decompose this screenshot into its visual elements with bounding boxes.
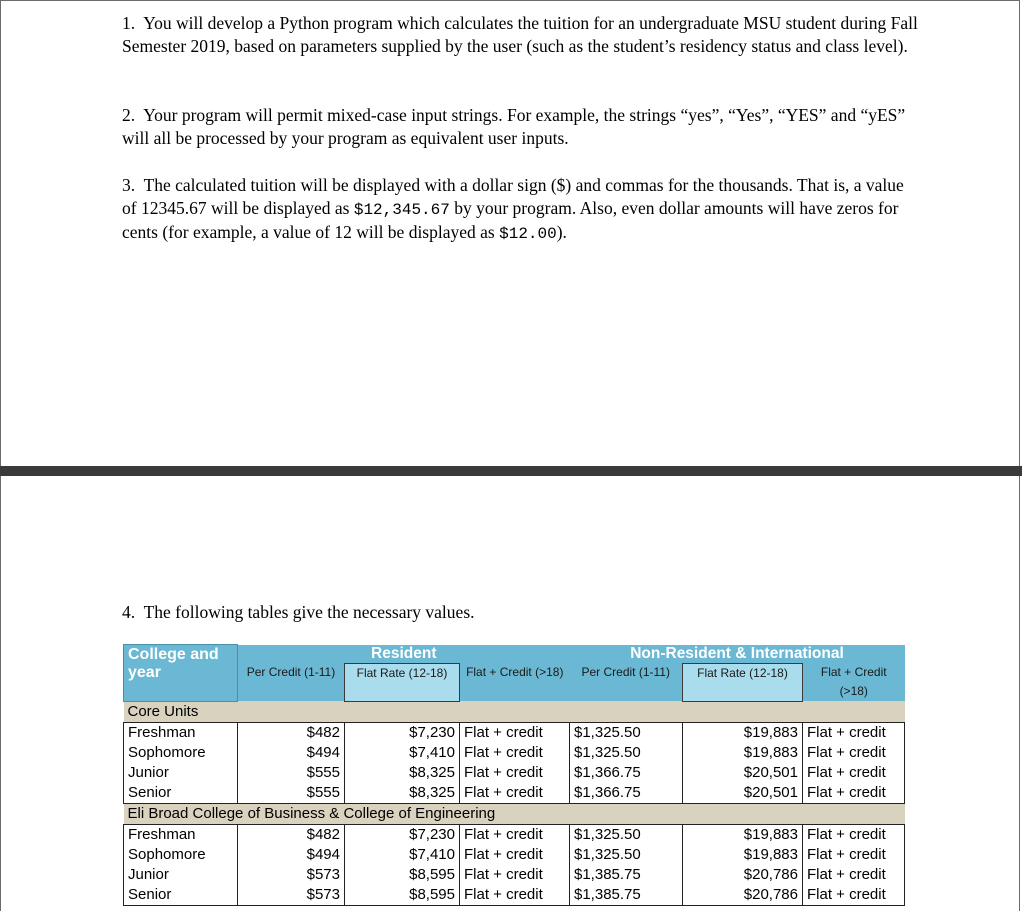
table-row [124,845,905,865]
table-subheader-row [124,663,905,701]
nr-flat-credit-cell: Flat + credit [803,722,905,743]
res-per-credit-cell: $482 [238,722,345,743]
nr-flat-cell: $19,883 [683,824,803,845]
table-header-row [124,645,905,664]
res-per-credit-cell: $555 [306,764,340,781]
document-page-2 [0,476,1020,911]
item-3-number: 3. [122,175,136,195]
nr-per-credit-cell: $1,366.75 [574,764,641,781]
res-flat-cell: $7,230 [345,824,460,845]
nr-flat-credit-cell: Flat + credit [803,885,905,906]
res-per-credit-cell: $555 [238,783,345,804]
tuition-table [123,644,905,906]
year-cell: Freshman [124,722,238,743]
nr-flat-cell: $20,786 [683,885,803,906]
res-flat-credit-cell: Flat + credit [460,885,570,906]
item-1-text: You will develop a Python program which calculates the tuition for an undergraduate MSU student during Fall Semester 2019, based on parameters supplied by the user (such as the student’s residency status and class level). [122,13,918,56]
res-flat-cell: $8,325 [345,783,460,804]
item-1-paragraph [122,12,922,57]
nr-flat-cell: $20,786 [683,865,803,885]
subheader-res-per-credit: Per Credit (1-11) [238,663,345,701]
section-title: Eli Broad College of Business & College of Engineering [124,803,905,824]
nr-flat-credit-cell: Flat + credit [803,783,905,804]
year-cell: Senior [124,783,238,804]
year-cell: Freshman [124,824,238,845]
year-cell: Junior [124,865,238,885]
res-flat-credit-cell: Flat + credit [460,865,570,885]
res-per-credit-cell: $494 [306,744,340,761]
nr-per-credit-cell: $1,325.50 [570,824,683,845]
subheader-nr-per-credit: Per Credit (1-11) [570,663,683,701]
section-row [124,701,905,722]
college-header: College and year [124,645,238,702]
res-flat-credit-cell: Flat + credit [460,722,570,743]
nr-per-credit-cell: $1,385.75 [574,866,641,883]
item-3-text-c: ). [556,222,567,243]
resident-header: Resident [238,645,570,664]
item-2-paragraph [122,104,922,149]
nr-flat-credit-cell: Flat + credit [803,763,905,783]
table-row [124,824,905,845]
table-row [124,743,905,763]
item-2-number: 2. [122,105,136,125]
page-separator [0,466,1022,476]
res-flat-credit-cell: Flat + credit [460,783,570,804]
item-1-number: 1. [122,13,136,33]
nr-per-credit-cell: $1,325.50 [574,846,641,863]
nr-flat-cell: $19,883 [683,743,803,763]
res-flat-cell: $7,410 [345,845,460,865]
nr-flat-credit-cell: Flat + credit [803,824,905,845]
nr-flat-cell: $19,883 [683,722,803,743]
nr-per-credit-cell: $1,325.50 [574,744,641,761]
res-flat-credit-cell: Flat + credit [460,743,570,763]
res-flat-cell: $8,595 [345,885,460,906]
item-3-paragraph [122,174,922,246]
item-3-text-a: The calculated tuition will be displayed with a dollar sign ($) and commas for the thousands. That is, a value of 12345.67 will be displayed as [122,175,904,218]
item-4-paragraph [122,601,922,624]
year-cell: Senior [124,885,238,906]
res-per-credit-cell: $494 [306,846,340,863]
res-flat-cell: $7,230 [345,722,460,743]
nr-per-credit-cell: $1,366.75 [570,783,683,804]
item-3-text-b: by your program. Also, even dollar amounts will have zeros for cents (for example, a value of 12 will be displayed as [122,197,899,243]
res-per-credit-cell: $573 [306,866,340,883]
subheader-nr-flat-credit: Flat + Credit (>18) [803,663,905,701]
table-row [124,722,905,743]
table-row [124,783,905,804]
res-flat-credit-cell: Flat + credit [460,845,570,865]
res-flat-credit-cell: Flat + credit [460,763,570,783]
subheader-nr-flat: Flat Rate (12-18) [683,663,803,701]
res-per-credit-cell: $573 [238,885,345,906]
item-3-code-b: $12.00 [499,225,557,244]
item-4-number: 4. [122,602,136,622]
table-row [124,865,905,885]
res-flat-cell: $8,325 [345,763,460,783]
item-4-text: The following tables give the necessary values. [143,602,475,622]
item-3-code-a: $12,345.67 [353,200,450,219]
item-2-text: Your program will permit mixed-case input strings. For example, the strings “yes”, “Yes”, “YES” and “yES” will all be processed by your program as equivalent user inputs. [122,105,906,148]
res-flat-credit-cell: Flat + credit [460,824,570,845]
nonresident-header: Non-Resident & International [570,645,905,664]
nr-flat-cell: $19,883 [683,845,803,865]
section-title: Core Units [124,701,905,722]
year-cell: Junior [124,763,238,783]
nr-flat-credit-cell: Flat + credit [803,845,905,865]
subheader-res-flat: Flat Rate (12-18) [345,663,460,701]
table-row [124,885,905,906]
nr-flat-credit-cell: Flat + credit [803,743,905,763]
nr-per-credit-cell: $1,325.50 [570,722,683,743]
year-cell: Sophomore [124,845,238,865]
nr-flat-credit-cell: Flat + credit [803,865,905,885]
nr-flat-cell: $20,501 [683,783,803,804]
res-flat-cell: $7,410 [345,743,460,763]
res-flat-cell: $8,595 [345,865,460,885]
res-per-credit-cell: $482 [238,824,345,845]
table-row [124,763,905,783]
year-cell: Sophomore [124,743,238,763]
nr-per-credit-cell: $1,385.75 [570,885,683,906]
section-row [124,803,905,824]
nr-flat-cell: $20,501 [683,763,803,783]
subheader-res-flat-credit: Flat + Credit (>18) [460,663,570,701]
